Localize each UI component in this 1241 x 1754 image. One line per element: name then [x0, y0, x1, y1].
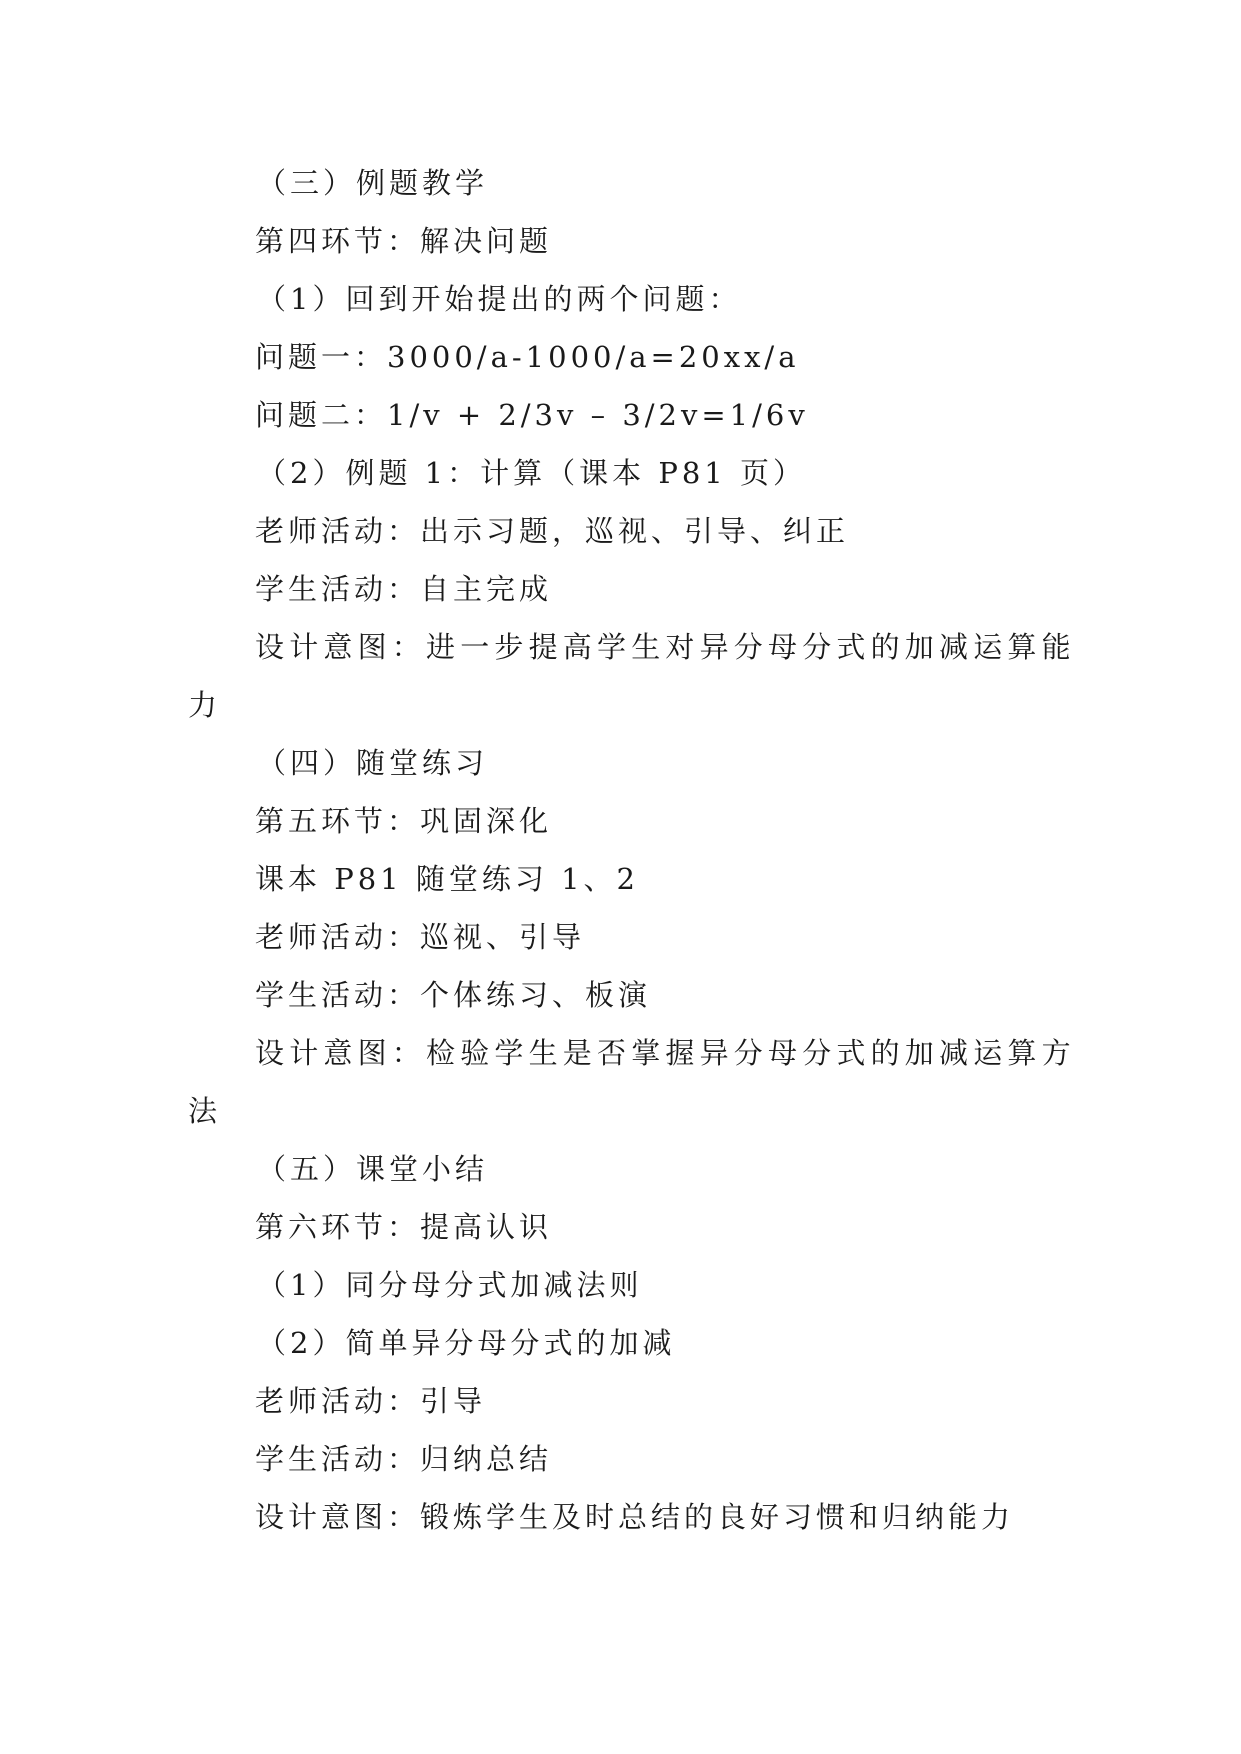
problem-one-line: 问题一：3000/a-1000/a=20xx/a	[255, 340, 800, 374]
teacher-activity-line: 老师活动：巡视、引导	[255, 920, 586, 954]
design-intent-continuation: 力	[188, 688, 222, 722]
stage-six-heading: 第六环节：提高认识	[255, 1210, 553, 1244]
textbook-exercise-line: 课本 P81 随堂练习 1、2	[255, 862, 639, 896]
list-item: （2）例题 1：计算（课本 P81 页）	[257, 456, 806, 490]
list-item: （1）同分母分式加减法则	[257, 1268, 643, 1302]
section-heading-classroom-practice: （四）随堂练习	[257, 746, 489, 780]
section-heading-example-teaching: （三）例题教学	[257, 166, 489, 200]
section-heading-class-summary: （五）课堂小结	[257, 1152, 489, 1186]
design-intent-line: 设计意图：锻炼学生及时总结的良好习惯和归纳能力	[255, 1500, 1015, 1534]
design-intent-continuation: 法	[188, 1094, 222, 1128]
student-activity-line: 学生活动：自主完成	[255, 572, 553, 606]
design-intent-line: 设计意图：进一步提高学生对异分母分式的加减运算能	[255, 630, 1076, 664]
design-intent-line: 设计意图：检验学生是否掌握异分母分式的加减运算方	[255, 1036, 1076, 1070]
teacher-activity-line: 老师活动：出示习题，巡视、引导、纠正	[255, 514, 850, 548]
problem-two-line: 问题二：1/v + 2/3v – 3/2v=1/6v	[255, 398, 809, 432]
stage-five-heading: 第五环节：巩固深化	[255, 804, 553, 838]
teacher-activity-line: 老师活动：引导	[255, 1384, 487, 1418]
list-item: （1）回到开始提出的两个问题：	[257, 282, 742, 316]
student-activity-line: 学生活动：个体练习、板演	[255, 978, 652, 1012]
student-activity-line: 学生活动：归纳总结	[255, 1442, 553, 1476]
stage-four-heading: 第四环节：解决问题	[255, 224, 553, 258]
list-item: （2）简单异分母分式的加减	[257, 1326, 676, 1360]
